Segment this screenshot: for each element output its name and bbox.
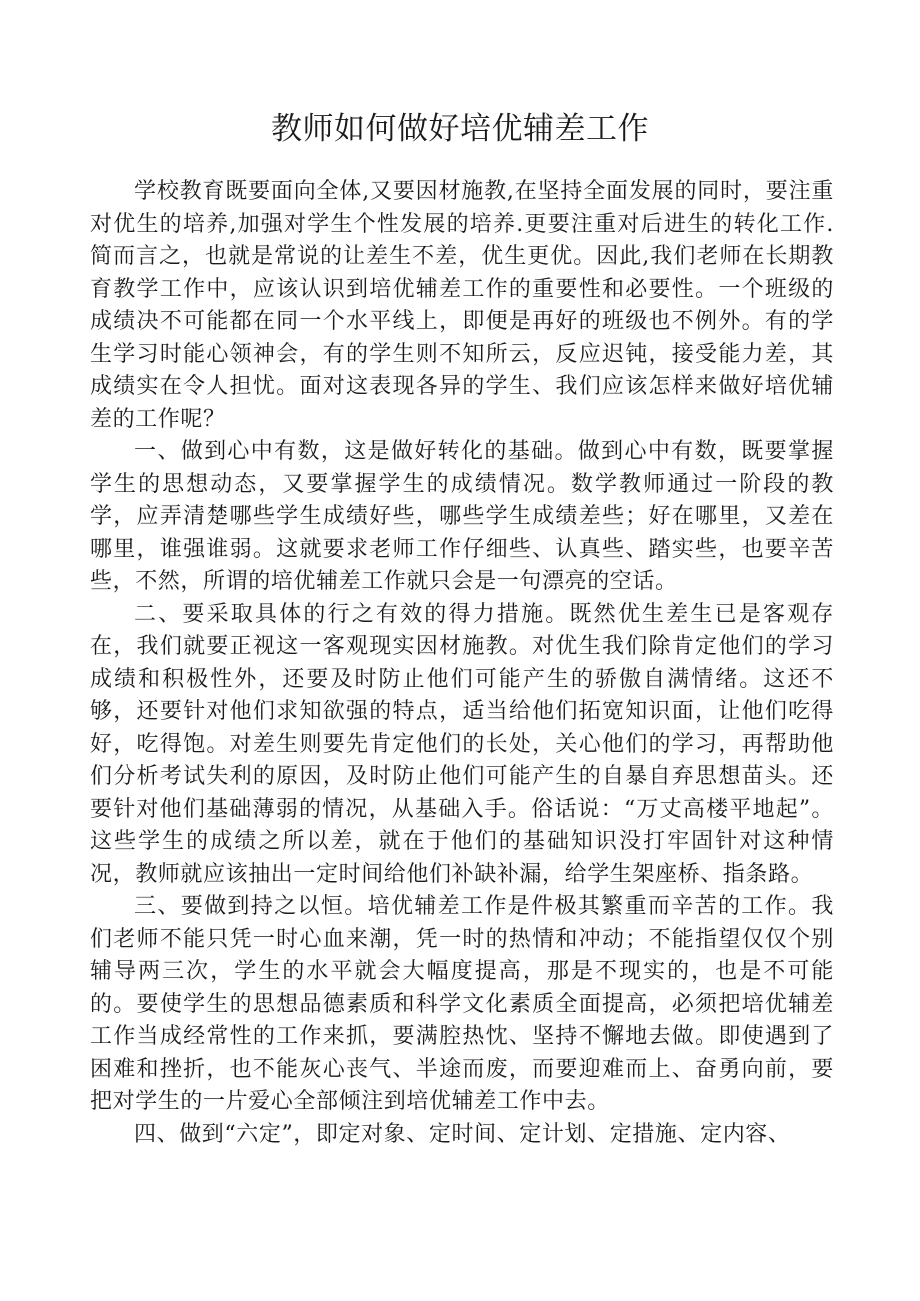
paragraph-intro: 学校教育既要面向全体,又要因材施教,在坚持全面发展的同时，要注重对优生的培养,加强对学生个性发展的培养.更要注重对后进生的转化工作.简而言之，也就是常说的让差生不差，优生更优。因此,我们老师在长期教育教学工作中，应该认识到培优辅差工作的重要性和必要性。一个班级的成绩决不可能都在同一个水平线上，即便是再好的班级也不例外。有的学生学习时能心领神会，有的学生则不知所云，反应迟钝，接受能力差，其成绩实在令人担忧。面对这表现各异的学生、我们应该怎样来做好培优辅差的工作呢？ bbox=[90, 179, 834, 432]
paragraph-point-1: 一、做到心中有数，这是做好转化的基础。做到心中有数，既要掌握学生的思想动态，又要掌握学生的成绩情况。数学教师通过一阶段的教学，应弄清楚哪些学生成绩好些，哪些学生成绩差些；好在哪里，又差在哪里，谁强谁弱。这就要求老师工作仔细些、认真些、踏实些，也要辛苦些，不然，所谓的培优辅差工作就只会是一句漂亮的空话。 bbox=[90, 439, 834, 594]
paragraph-point-2: 二、要采取具体的行之有效的得力措施。既然优生差生已是客观存在，我们就要正视这一客观现实因材施教。对优生我们除肯定他们的学习成绩和积极性外，还要及时防止他们可能产生的骄傲自满情绪。这还不够，还要针对他们求知欲强的特点，适当给他们拓宽知识面，让他们吃得好，吃得饱。对差生则要先肯定他们的长处，关心他们的学习，再帮助他们分析考试失利的原因，及时防止他们可能产生的自暴自弃思想苗头。还要针对他们基础薄弱的情况，从基础入手。俗话说：“万丈高楼平地起”。这些学生的成绩之所以差，就在于他们的基础知识没打牢固针对这种情况，教师就应该抽出一定时间给他们补缺补漏，给学生架座桥、指条路。 bbox=[90, 601, 834, 887]
paragraph-point-3: 三、要做到持之以恒。培优辅差工作是件极其繁重而辛苦的工作。我们老师不能只凭一时心血来潮，凭一时的热情和冲动；不能指望仅仅个别辅导两三次，学生的水平就会大幅度提高，那是不现实的，也是不可能的。要使学生的思想品德素质和科学文化素质全面提高，必须把培优辅差工作当成经常性的工作来抓，要满腔热忱、坚持不懈地去做。即使遇到了困难和挫折，也不能灰心丧气、半途而废，而要迎难而上、奋勇向前，要把对学生的一片爱心全部倾注到培优辅差工作中去。 bbox=[90, 894, 834, 1114]
paragraph-point-4: 四、做到“六定”，即定对象、定时间、定计划、定措施、定内容、 bbox=[134, 1121, 791, 1147]
document-title: 教师如何做好培优辅差工作 bbox=[271, 111, 649, 147]
document-body bbox=[90, 176, 834, 1151]
